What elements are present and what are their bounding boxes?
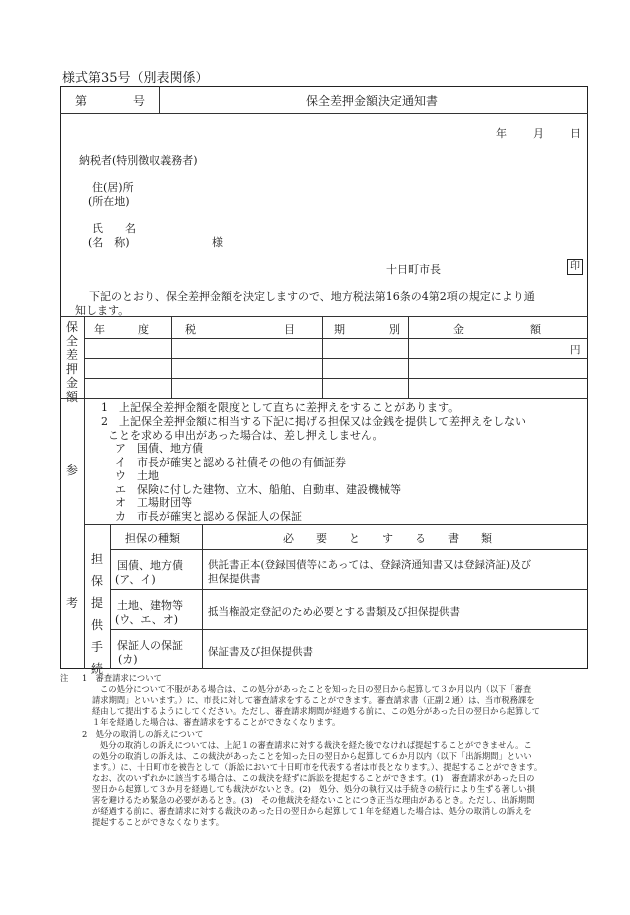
collateral-row2-type-sub: (ウ、エ、オ) [115,613,179,626]
amount-table-col-divider-3 [408,316,409,398]
amount-unit-yen: 円 [570,344,581,356]
collateral-side-label: 担保提供手続 [90,552,103,676]
notes-line-10: なお、次のいずれかに該当する場合は、この裁決を経ずに訴訟を提起することができます。(1) 審査請求があった日の [92,773,535,783]
form-number: 様式第35号（別表関係） [62,71,209,86]
notes-line-4: 経由して提出するようにしてください。ただし、審査請求期間が経過する前に、この処分があった日の翌日から起算して [92,706,540,716]
collateral-row3-type-sub: (カ) [118,653,138,666]
reference-label-san: 参 [66,463,79,477]
collateral-row1-type-sub: (ア、イ) [115,573,156,586]
header-bottom-line [60,113,588,114]
header-tax-item: 税 目 [185,323,295,336]
collateral-row1-docs: 供託書正本(登録国債等にあっては、登録済通知書又は登録済証)及び [208,559,532,571]
reference-item-2b: ことを求める申出があった場合は、差し押えしません。 [108,429,384,442]
seal-stamp: 印 [567,259,583,275]
collateral-row1-type: 国債、地方債 [117,559,183,572]
reference-sub-item-ka: カ 市長が確実と認める保証人の保証 [115,510,302,523]
collateral-side-divider [110,524,111,669]
amount-row-label: 保全差押金額 [65,320,78,404]
body-text-line2: 知します。 [75,304,130,317]
reference-sub-item-o: オ 工場財団等 [115,496,192,509]
notes-line-12: 害を避けるため緊急の必要があるとき。(3) その他裁決を経ないことにつき正当な理由があるとき。ただし、出訴期間 [92,795,535,805]
taxpayer-label: 納税者(特別徴収義務者) [79,154,198,167]
collateral-row2-type: 土地、建物等 [117,599,183,612]
amount-table-row-line-3 [84,378,588,379]
reference-label-kou: 考 [66,596,79,610]
reference-sub-item-u: ウ 土地 [115,469,159,482]
header-amount: 金 額 [453,323,541,336]
body-text-line1: 下記のとおり、保全差押金額を決定しますので、地方税法第16条の4第2項の規定により通 [89,290,535,303]
notes-line-14: 提起することができなくなります。 [92,817,225,827]
notes-line-1: 1 審査請求について [82,673,162,683]
notes-line-2: この処分について不服がある場合は、この処分があったことを知った日の翌日から起算して３か月以内（以下「審査 [100,684,532,694]
collateral-header-docs: 必 要 と す る 書 類 [283,532,492,545]
notes-line-3: 請求期間」といいます。）に、市長に対して審査請求をすることができます。審査請求書（正副２通）は、当市税務課を [92,695,535,705]
amount-table-col-divider-2 [322,316,323,398]
issuer-name: 十日町市長 [386,263,441,276]
collateral-header-bottom [110,549,588,550]
collateral-header-type: 担保の種類 [125,532,180,545]
date-month-label: 月 [533,127,544,140]
amount-table-row-line-2 [84,358,588,359]
amount-table-row-line-1 [84,338,588,339]
collateral-row3-type: 保証人の保証 [117,639,183,652]
honorific-sama: 様 [212,236,223,249]
collateral-row3-docs: 保証書及び担保提供書 [208,646,313,658]
notes-line-8: の処分の取消しの訴えは、この裁決があったことを知った日の翌日から起算して６か月以内（以下「出訴期間」といい [92,751,532,761]
reference-item-2a: 2 上記保全差押金額に相当する下記に掲げる担保又は金銭を提供して差押えをしない [101,415,526,428]
reference-sub-item-e: エ 保険に付した建物、立木、船舶、自動車、建設機械等 [115,483,401,496]
amount-table-col-divider-1 [171,316,172,398]
date-day-label: 日 [570,127,581,140]
number-label-dai: 第 [75,94,88,108]
notes-line-6: 2 処分の取消しの訴えについて [82,729,204,739]
collateral-row2-docs: 抵当権設定登記のため必要とする書類及び担保提供書 [208,606,460,618]
location-label: (所在地) [88,195,130,208]
collateral-table-top [84,524,588,525]
amount-table-top [60,316,588,317]
collateral-row-line-2 [110,629,588,630]
header-divider [159,86,160,113]
address-label: 住(居)所 [92,181,134,194]
collateral-row-line-1 [110,589,588,590]
notes-line-5: １年を経過した場合は、審査請求をすることができなくなります。 [92,717,341,727]
reference-sub-item-i: イ 市長が確実と認める社債その他の有価証券 [115,456,346,469]
reference-sub-item-a: ア 国債、地方債 [115,442,203,455]
notes-line-7: 処分の取消しの訴えについては、上記１の審査請求に対する裁決を経た後でなければ提起することができません。こ [100,740,532,750]
company-name-label: (名 称) [88,236,130,249]
number-label-go: 号 [133,94,146,108]
document-title: 保全差押金額決定通知書 [306,94,439,108]
notes-line-9: ます。）に、十日町市を被告として（訴訟において十日町市を代表する者は市長となります。）、提起することができます。 [92,762,543,772]
amount-table-label-divider [84,316,85,398]
notes-prefix: 注 [60,673,69,683]
header-period: 期 別 [334,323,400,336]
reference-item-1: 1 上記保全差押金額を限度として直ちに差押えをすることがあります。 [101,401,460,414]
reference-label-divider [84,398,85,669]
header-fiscal-year: 年 度 [94,323,149,336]
collateral-row1-docs-2: 担保提供書 [208,573,261,585]
name-label: 氏 名 [92,222,136,235]
notes-line-13: が経過する前に、審査請求に対する裁決のあった日の翌日から起算して１年を経過した場合は、処分の取消しの訴えを [92,806,532,816]
collateral-col-divider [202,524,203,669]
date-year-label: 年 [496,127,507,140]
notes-line-11: 翌日から起算して３か月を経過しても裁決がないとき。(2) 処分、処分の執行又は手続きの続行により生ずる著しい損 [92,784,535,794]
